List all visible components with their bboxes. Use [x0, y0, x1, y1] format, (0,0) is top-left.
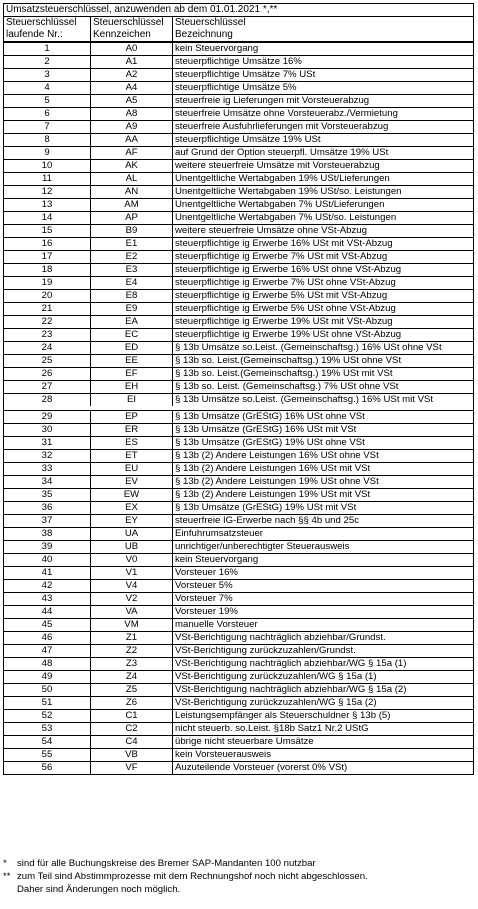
- row-description-cell: Vorsteuer 19%: [173, 606, 474, 619]
- column-header-desc-line1: Steuerschlüssel: [173, 17, 474, 30]
- table-row: [4, 437, 474, 450]
- row-number-cell: 5: [4, 95, 91, 108]
- table-title-row: [4, 4, 474, 17]
- row-number-cell: 31: [4, 437, 91, 450]
- row-description-cell: § 13b Umsätze (GrEStG) 16% USt mit VSt: [173, 424, 474, 437]
- row-description-cell: § 13b so. Leist.(Gemeinschaftsg.) 19% USt mit VSt: [173, 368, 474, 381]
- row-code-cell: E8: [91, 290, 173, 303]
- row-number-cell: 28: [4, 394, 91, 407]
- row-code-cell: EH: [91, 381, 173, 394]
- row-description-cell: steuerpflichtige ig Erwerbe 7% USt ohne VSt-Abzug: [173, 277, 474, 290]
- row-code-cell: E1: [91, 238, 173, 251]
- row-description-cell: VSt-Berichtigung zurückzuzahlen/Grundst.: [173, 645, 474, 658]
- table-row: [4, 108, 474, 121]
- row-description-cell: steuerfreie Ausfuhrlieferungen mit Vorsteuerabzug: [173, 121, 474, 134]
- footnote-2-text: zum Teil sind Abstimmprozesse mit dem Rechnungshof noch nicht abgeschlossen.: [17, 871, 368, 882]
- footnotes: [3, 857, 473, 896]
- row-number-cell: 50: [4, 684, 91, 697]
- table-row: [4, 749, 474, 762]
- row-code-cell: AK: [91, 160, 173, 173]
- row-code-cell: Z2: [91, 645, 173, 658]
- row-description-cell: § 13b Umsätze (GrEStG) 16% USt ohne VSt: [173, 411, 474, 424]
- row-code-cell: EP: [91, 411, 173, 424]
- row-code-cell: VA: [91, 606, 173, 619]
- row-description-cell: übrige nicht steuerbare Umsätze: [173, 736, 474, 749]
- table-row: [4, 212, 474, 225]
- table-row: [4, 290, 474, 303]
- table-row: [4, 316, 474, 329]
- table-row: [4, 411, 474, 424]
- row-code-cell: VF: [91, 762, 173, 775]
- row-description-cell: § 13b Umsätze (GrEStG) 19% USt ohne VSt: [173, 437, 474, 450]
- table-row: [4, 554, 474, 567]
- row-code-cell: EV: [91, 476, 173, 489]
- table-row: [4, 251, 474, 264]
- row-code-cell: ED: [91, 342, 173, 355]
- row-number-cell: 23: [4, 329, 91, 342]
- row-description-cell: VSt-Berichtigung zurückzuzahlen/WG § 15a (2): [173, 697, 474, 710]
- table-row: [4, 381, 474, 394]
- header-row-1: [4, 17, 474, 30]
- row-description-cell: § 13b (2) Andere Leistungen 16% USt mit VSt: [173, 463, 474, 476]
- table-row: [4, 632, 474, 645]
- table-row: [4, 186, 474, 199]
- row-description-cell: VSt-Berichtigung zurückzuzahlen/WG § 15a (1): [173, 671, 474, 684]
- table-row: [4, 95, 474, 108]
- row-number-cell: 54: [4, 736, 91, 749]
- row-number-cell: 1: [4, 42, 91, 56]
- row-number-cell: 43: [4, 593, 91, 606]
- row-description-cell: Unentgeltliche Wertabgaben 7% USt/Lieferungen: [173, 199, 474, 212]
- row-description-cell: § 13b so. Leist. (Gemeinschaftsg.) 7% USt ohne VSt: [173, 381, 474, 394]
- footnote-2-mark: **: [3, 871, 11, 882]
- row-description-cell: § 13b (2) Andere Leistungen 19% USt mit VSt: [173, 489, 474, 502]
- row-description-cell: § 13b Umsätze so.Leist. (Gemeinschaftsg.) 16% USt mit VSt: [173, 394, 474, 407]
- row-number-cell: 46: [4, 632, 91, 645]
- tax-key-table: [3, 3, 474, 775]
- row-description-cell: § 13b (2) Andere Leistungen 16% USt ohne VSt: [173, 450, 474, 463]
- row-number-cell: 34: [4, 476, 91, 489]
- table-row: [4, 342, 474, 355]
- row-code-cell: C4: [91, 736, 173, 749]
- column-header-nr-line1: Steuerschlüssel: [4, 17, 91, 30]
- row-number-cell: 24: [4, 342, 91, 355]
- row-number-cell: 40: [4, 554, 91, 567]
- table-row: [4, 303, 474, 316]
- row-number-cell: 14: [4, 212, 91, 225]
- row-description-cell: steuerpflichtige Umsätze 19% USt: [173, 134, 474, 147]
- row-code-cell: A4: [91, 82, 173, 95]
- table-row: [4, 645, 474, 658]
- row-description-cell: unrichtiger/unberechtigter Steuerausweis: [173, 541, 474, 554]
- footnote-1: [3, 857, 473, 870]
- table-row: [4, 762, 474, 775]
- row-description-cell: § 13b so. Leist.(Gemeinschaftsg.) 19% USt ohne VSt: [173, 355, 474, 368]
- row-description-cell: steuerpflichtige ig Erwerbe 16% USt mit VSt-Abzug: [173, 238, 474, 251]
- row-code-cell: ES: [91, 437, 173, 450]
- table-title: Umsatzsteuerschlüssel, anzuwenden ab dem 01.01.2021 *,**: [4, 4, 474, 17]
- row-number-cell: 42: [4, 580, 91, 593]
- table-row: [4, 489, 474, 502]
- row-code-cell: AP: [91, 212, 173, 225]
- table-row: [4, 424, 474, 437]
- row-number-cell: 26: [4, 368, 91, 381]
- row-description-cell: manuelle Vorsteuer: [173, 619, 474, 632]
- row-description-cell: Vorsteuer 7%: [173, 593, 474, 606]
- footnote-2-continuation: Daher sind Änderungen noch möglich.: [17, 884, 181, 895]
- row-code-cell: ER: [91, 424, 173, 437]
- row-code-cell: EY: [91, 515, 173, 528]
- row-number-cell: 30: [4, 424, 91, 437]
- row-description-cell: Auzuteilende Vorsteuer (vorerst 0% VSt): [173, 762, 474, 775]
- row-description-cell: § 13b Umsätze so.Leist. (Gemeinschaftsg.) 16% USt ohne VSt: [173, 342, 474, 355]
- row-description-cell: steuerfreie ig Lieferungen mit Vorsteuerabzug: [173, 95, 474, 108]
- row-number-cell: 45: [4, 619, 91, 632]
- row-code-cell: V1: [91, 567, 173, 580]
- table-row: [4, 368, 474, 381]
- table-row: [4, 463, 474, 476]
- table-row: [4, 134, 474, 147]
- header-row-2: [4, 29, 474, 42]
- row-description-cell: § 13b Umsätze (GrEStG) 19% USt mit VSt: [173, 502, 474, 515]
- table-row: [4, 567, 474, 580]
- row-description-cell: steuerpflichtige ig Erwerbe 19% USt mit VSt-Abzug: [173, 316, 474, 329]
- table-row: [4, 225, 474, 238]
- row-code-cell: ET: [91, 450, 173, 463]
- table-row: [4, 160, 474, 173]
- row-description-cell: § 13b (2) Andere Leistungen 19% USt ohne VSt: [173, 476, 474, 489]
- table-row: [4, 264, 474, 277]
- row-code-cell: AF: [91, 147, 173, 160]
- row-code-cell: EE: [91, 355, 173, 368]
- row-number-cell: 20: [4, 290, 91, 303]
- row-number-cell: 36: [4, 502, 91, 515]
- table-row: [4, 173, 474, 186]
- row-code-cell: AN: [91, 186, 173, 199]
- table-row: [4, 593, 474, 606]
- row-code-cell: A5: [91, 95, 173, 108]
- row-code-cell: Z3: [91, 658, 173, 671]
- row-code-cell: V0: [91, 554, 173, 567]
- row-code-cell: UA: [91, 528, 173, 541]
- table-row: [4, 56, 474, 69]
- row-code-cell: E3: [91, 264, 173, 277]
- row-description-cell: nicht steuerb. so.Leist. §18b Satz1 Nr.2 UStG: [173, 723, 474, 736]
- row-description-cell: Vorsteuer 5%: [173, 580, 474, 593]
- row-number-cell: 12: [4, 186, 91, 199]
- table-row: [4, 541, 474, 554]
- row-number-cell: 6: [4, 108, 91, 121]
- row-code-cell: A2: [91, 69, 173, 82]
- row-code-cell: A1: [91, 56, 173, 69]
- table-row: [4, 238, 474, 251]
- row-number-cell: 55: [4, 749, 91, 762]
- table-row: [4, 121, 474, 134]
- row-number-cell: 44: [4, 606, 91, 619]
- row-code-cell: EX: [91, 502, 173, 515]
- row-description-cell: steuerpflichtige ig Erwerbe 19% USt ohne VSt-Abzug: [173, 329, 474, 342]
- row-number-cell: 39: [4, 541, 91, 554]
- row-number-cell: 16: [4, 238, 91, 251]
- row-number-cell: 27: [4, 381, 91, 394]
- row-number-cell: 21: [4, 303, 91, 316]
- row-number-cell: 33: [4, 463, 91, 476]
- row-description-cell: VSt-Berichtigung nachträglich abziehbar/WG § 15a (2): [173, 684, 474, 697]
- row-code-cell: EU: [91, 463, 173, 476]
- row-code-cell: EA: [91, 316, 173, 329]
- row-description-cell: Unentgeltliche Wertabgaben 7% USt/so. Leistungen: [173, 212, 474, 225]
- row-description-cell: weitere steuerfreie Umsätze ohne VSt-Abzug: [173, 225, 474, 238]
- row-number-cell: 29: [4, 411, 91, 424]
- table-row: [4, 619, 474, 632]
- row-number-cell: 11: [4, 173, 91, 186]
- row-description-cell: steuerpflichtige ig Erwerbe 16% USt ohne VSt-Abzug: [173, 264, 474, 277]
- row-description-cell: VSt-Berichtigung nachträglich abziehbar/Grundst.: [173, 632, 474, 645]
- table-row: [4, 147, 474, 160]
- row-number-cell: 49: [4, 671, 91, 684]
- row-code-cell: EC: [91, 329, 173, 342]
- row-description-cell: kein Vorsteuerausweis: [173, 749, 474, 762]
- table-row: [4, 697, 474, 710]
- row-number-cell: 48: [4, 658, 91, 671]
- row-code-cell: AM: [91, 199, 173, 212]
- row-number-cell: 4: [4, 82, 91, 95]
- table-row: [4, 658, 474, 671]
- row-code-cell: V4: [91, 580, 173, 593]
- row-description-cell: Vorsteuer 16%: [173, 567, 474, 580]
- footnote-2: [3, 870, 473, 883]
- row-number-cell: 10: [4, 160, 91, 173]
- row-number-cell: 25: [4, 355, 91, 368]
- table-row: [4, 736, 474, 749]
- row-number-cell: 13: [4, 199, 91, 212]
- row-number-cell: 52: [4, 710, 91, 723]
- row-code-cell: EW: [91, 489, 173, 502]
- row-description-cell: steuerpflichtige Umsätze 16%: [173, 56, 474, 69]
- tax-key-sheet: [3, 3, 473, 775]
- table-row: [4, 606, 474, 619]
- row-code-cell: Z1: [91, 632, 173, 645]
- row-code-cell: C2: [91, 723, 173, 736]
- row-number-cell: 41: [4, 567, 91, 580]
- row-number-cell: 35: [4, 489, 91, 502]
- row-description-cell: VSt-Berichtigung nachträglich abziehbar/WG § 15a (1): [173, 658, 474, 671]
- row-description-cell: weitere steuerfreie Umsätze mit Vorsteuerabzug: [173, 160, 474, 173]
- row-description-cell: steuerfreie Umsätze ohne Vorsteuerabz./Vermietung: [173, 108, 474, 121]
- table-row: [4, 671, 474, 684]
- row-description-cell: Einfuhrumsatzsteuer: [173, 528, 474, 541]
- row-number-cell: 8: [4, 134, 91, 147]
- row-description-cell: auf Grund der Option steuerpfl. Umsätze 19% USt: [173, 147, 474, 160]
- row-code-cell: EI: [91, 394, 173, 407]
- row-number-cell: 18: [4, 264, 91, 277]
- table-row: [4, 515, 474, 528]
- row-description-cell: kein Steuervorgang: [173, 554, 474, 567]
- row-code-cell: Z5: [91, 684, 173, 697]
- row-code-cell: Z4: [91, 671, 173, 684]
- table-row: [4, 69, 474, 82]
- row-number-cell: 15: [4, 225, 91, 238]
- row-code-cell: VB: [91, 749, 173, 762]
- row-number-cell: 53: [4, 723, 91, 736]
- row-number-cell: 17: [4, 251, 91, 264]
- row-code-cell: UB: [91, 541, 173, 554]
- table-row: [4, 710, 474, 723]
- row-number-cell: 56: [4, 762, 91, 775]
- table-row: [4, 580, 474, 593]
- row-description-cell: steuerpflichtige ig Erwerbe 7% USt mit VSt-Abzug: [173, 251, 474, 264]
- row-description-cell: Leistungsempfänger als Steuerschuldner § 13b (5): [173, 710, 474, 723]
- table-row: [4, 528, 474, 541]
- column-header-nr-line2: laufende Nr.:: [4, 29, 91, 42]
- row-code-cell: E9: [91, 303, 173, 316]
- row-code-cell: AA: [91, 134, 173, 147]
- table-row: [4, 329, 474, 342]
- row-number-cell: 9: [4, 147, 91, 160]
- footnote-1-mark: *: [3, 858, 7, 869]
- row-code-cell: E2: [91, 251, 173, 264]
- row-number-cell: 2: [4, 56, 91, 69]
- row-code-cell: AL: [91, 173, 173, 186]
- table-row: [4, 82, 474, 95]
- table-row: [4, 199, 474, 212]
- row-number-cell: 37: [4, 515, 91, 528]
- row-code-cell: A8: [91, 108, 173, 121]
- column-header-code-line1: Steuerschlüssel: [91, 17, 173, 30]
- row-number-cell: 19: [4, 277, 91, 290]
- table-row: [4, 277, 474, 290]
- row-description-cell: Unentgeltliche Wertabgaben 19% USt/Lieferungen: [173, 173, 474, 186]
- row-code-cell: Z6: [91, 697, 173, 710]
- column-header-desc-line2: Bezeichnung: [173, 29, 474, 42]
- row-code-cell: A9: [91, 121, 173, 134]
- row-description-cell: Unentgeltliche Wertabgaben 19% USt/so. Leistungen: [173, 186, 474, 199]
- table-row: [4, 476, 474, 489]
- row-number-cell: 32: [4, 450, 91, 463]
- table-row: [4, 394, 474, 407]
- table-row: [4, 42, 474, 56]
- row-code-cell: V2: [91, 593, 173, 606]
- table-row: [4, 502, 474, 515]
- row-description-cell: steuerpflichtige Umsätze 5%: [173, 82, 474, 95]
- row-number-cell: 22: [4, 316, 91, 329]
- row-description-cell: kein Steuervorgang: [173, 42, 474, 56]
- row-code-cell: B9: [91, 225, 173, 238]
- row-description-cell: steuerpflichtige Umsätze 7% USt: [173, 69, 474, 82]
- column-header-code-line2: Kennzeichen: [91, 29, 173, 42]
- row-description-cell: steuerpflichtige ig Erwerbe 5% USt mit VSt-Abzug: [173, 290, 474, 303]
- row-number-cell: 7: [4, 121, 91, 134]
- row-code-cell: C1: [91, 710, 173, 723]
- row-number-cell: 47: [4, 645, 91, 658]
- table-row: [4, 723, 474, 736]
- row-number-cell: 38: [4, 528, 91, 541]
- row-description-cell: steuerpflichtige ig Erwerbe 5% USt ohne VSt-Abzug: [173, 303, 474, 316]
- row-number-cell: 51: [4, 697, 91, 710]
- row-code-cell: E4: [91, 277, 173, 290]
- table-row: [4, 355, 474, 368]
- row-code-cell: VM: [91, 619, 173, 632]
- footnote-1-text: sind für alle Buchungskreise des Bremer SAP-Mandanten 100 nutzbar: [17, 858, 316, 869]
- table-row: [4, 684, 474, 697]
- row-description-cell: steuerfreie IG-Erwerbe nach §§ 4b und 25c: [173, 515, 474, 528]
- row-number-cell: 3: [4, 69, 91, 82]
- row-code-cell: EF: [91, 368, 173, 381]
- table-row: [4, 450, 474, 463]
- row-code-cell: A0: [91, 42, 173, 56]
